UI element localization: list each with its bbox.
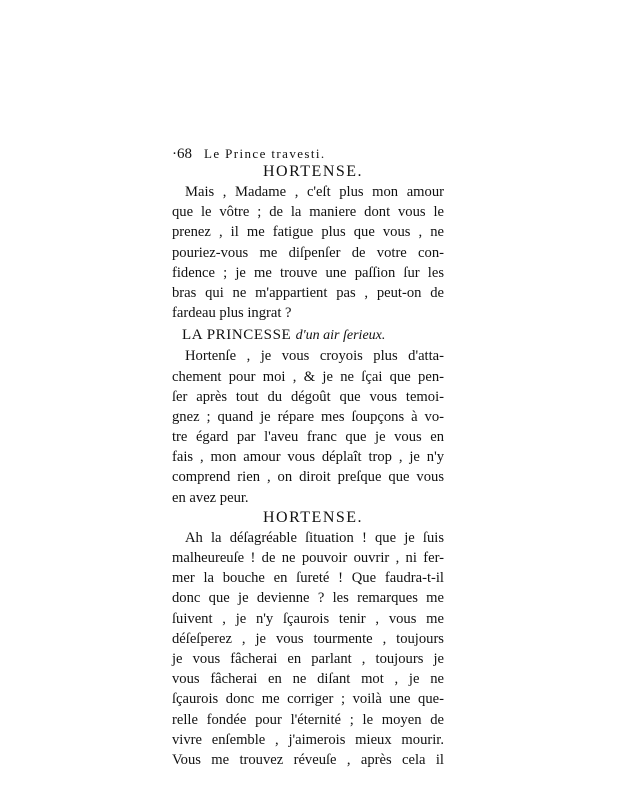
speech-paragraph <box>172 528 444 770</box>
speech-line: relle fondée pour l'éternité ; le moyen de <box>172 711 444 728</box>
stage-direction: d'un air ſerieux. <box>295 328 386 344</box>
speech-line: pouriez-vous me diſpenſer de votre con- <box>172 244 444 261</box>
speaker-heading: HORTENSE. <box>262 163 364 180</box>
speech-paragraph <box>172 346 444 508</box>
speaker-heading: HORTENSE. <box>262 508 364 526</box>
speech-line: Ah la déſagréable ſituation ! que je ſuis <box>185 529 444 546</box>
speech-line: que le vôtre ; de la maniere dont vous le <box>172 204 444 221</box>
speech-line: ſuivent , je n'y ſçaurois tenir , vous me <box>172 610 444 627</box>
speech-line: bras qui ne m'appartient pas , peut-on de <box>172 284 444 301</box>
speech-line: tre égard par l'aveu franc que je vous en <box>172 429 444 446</box>
speech-line: ſer après tout du dégoût que vous temoi- <box>172 388 444 405</box>
speaker-heading-with-direction <box>172 325 444 346</box>
speech-line: ſçaurois donc me corriger ; voilà une que- <box>172 691 444 708</box>
speech-line: gnez ; quand je répare mes ſoupçons à vo- <box>172 408 444 425</box>
speech-line: Hortenſe , je vous croyois plus d'atta- <box>185 348 444 365</box>
speech-line: vivre enſemble , j'aimerois mieux mourir. <box>172 731 444 748</box>
speech-line: mer la bouche en ſureté ! Que faudra-t-il <box>172 570 444 587</box>
speech-line: Vous me trouvez réveuſe , après cela il <box>172 751 444 768</box>
speech-line: chement pour moi , & je ne ſçai que pen- <box>172 368 444 385</box>
running-head <box>172 146 444 162</box>
speech-line: prenez , il me fatigue plus que vous , ne <box>172 224 444 241</box>
speech-line: comprend rien , on diroit preſque que vous <box>172 469 444 486</box>
speech-line: fais , mon amour vous déplaît trop , je n'y <box>172 449 444 466</box>
speech-line: déſeſperez , je vous tourmente , toujours <box>172 630 444 647</box>
page-number: ·68 <box>172 146 192 162</box>
speech-line: je vous fâcherai en parlant , toujours je <box>172 650 444 667</box>
speaker-name: LA PRINCESSE <box>182 327 292 344</box>
speech-line: Mais , Madame , c'eſt plus mon amour <box>185 184 444 200</box>
speech-line: fidence ; je me trouve une paſſion ſur les <box>172 264 444 281</box>
speech-line: en avez peur. <box>172 489 249 506</box>
speech-paragraph <box>172 182 444 323</box>
speech-line: donc que je devienne ? les remarques me <box>172 590 444 607</box>
speech-line: malheureuſe ! de ne pouvoir ouvrir , ni fer- <box>172 550 444 566</box>
speech-line: fardeau plus ingrat ? <box>172 305 292 322</box>
book-page <box>172 146 444 770</box>
speech-line: vous fâcherai en ne diſant mot , je ne <box>172 671 444 688</box>
running-title: Le Prince travesti. <box>204 146 326 161</box>
